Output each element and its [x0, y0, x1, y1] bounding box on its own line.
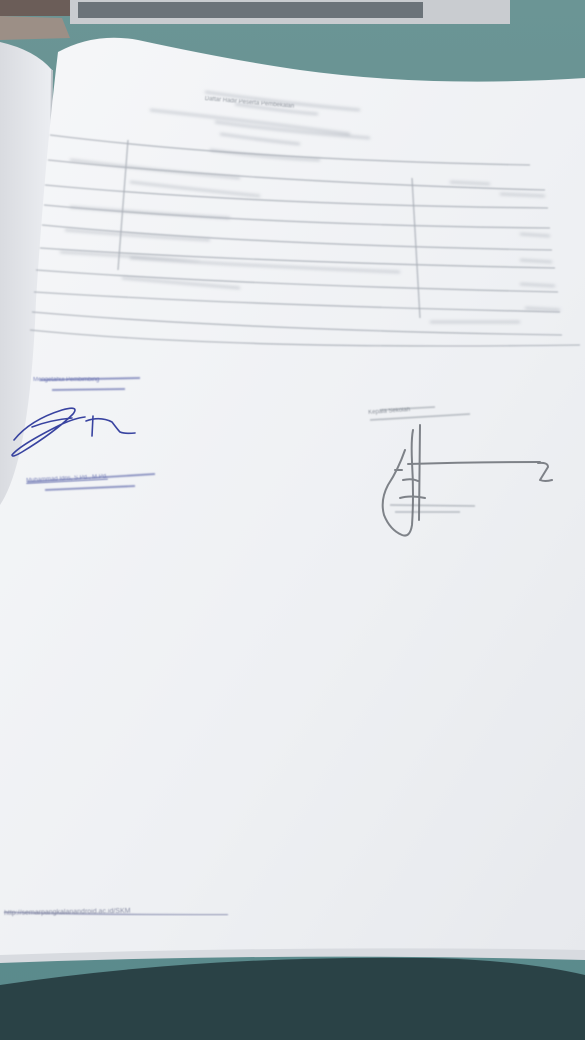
footer-url: http://semarpangkalanandroid.ac.id/SKM [4, 907, 131, 917]
document-title: Daftar Hadir Peserta Pembekalan [204, 96, 295, 110]
paper-sheet [0, 38, 585, 960]
left-signatory-role: Mengetahui Pembimbing [33, 377, 100, 383]
right-signatory-role: Kepala Sekolah [368, 407, 411, 416]
left-signatory-name: Muhammad Idris, S.Pd., M.Pd. [26, 473, 108, 484]
